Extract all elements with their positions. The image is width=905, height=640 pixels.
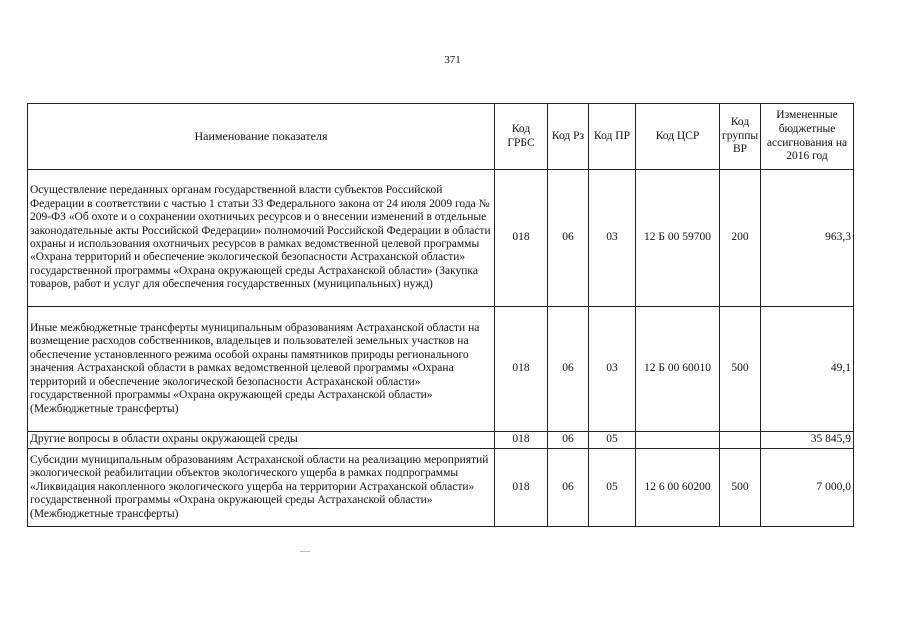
row-csr: 12 Б 00 59700 — [636, 170, 720, 307]
header-amount: Измененные бюджетные ассигнования на 2016 год — [761, 104, 854, 170]
row-vr: 200 — [720, 170, 761, 307]
row-pr: 03 — [589, 307, 636, 432]
row-amount: 35 845,9 — [761, 432, 854, 449]
budget-table — [27, 103, 854, 527]
header-name: Наименование показателя — [28, 104, 495, 170]
row-vr: 500 — [720, 307, 761, 432]
header-vr: Код группы ВР — [720, 104, 761, 170]
page-number: 371 — [444, 54, 461, 66]
row-vr — [720, 432, 761, 449]
row-amount: 963,3 — [761, 170, 854, 307]
scan-artifact-mark — [300, 551, 310, 552]
row-vr: 500 — [720, 449, 761, 527]
row-pr: 03 — [589, 170, 636, 307]
row-grbs: 018 — [495, 432, 548, 449]
table-row — [28, 432, 854, 449]
table-row — [28, 170, 854, 307]
header-csr: Код ЦСР — [636, 104, 720, 170]
row-csr — [636, 432, 720, 449]
row-grbs: 018 — [495, 449, 548, 527]
header-grbs: Код ГРБС — [495, 104, 548, 170]
row-csr: 12 Б 00 60010 — [636, 307, 720, 432]
row-name: Иные межбюджетные трансферты муниципальным образованиям Астраханской области на возмещение расходов собственников, владельцев и пользователей земельных участков на обеспечение установленного режима особой охраны памятников природы регионального значения Астраханской области в рамках ведомственной целевой программы «Охрана территорий и обеспечение экологической безопасности Астраханской области» государственной программы «Охрана окружающей среды Астраханской области» (Межбюджетные трансферты) — [28, 307, 495, 432]
row-rz: 06 — [548, 432, 589, 449]
header-pr: Код ПР — [589, 104, 636, 170]
header-rz: Код Рз — [548, 104, 589, 170]
row-rz: 06 — [548, 170, 589, 307]
row-amount: 49,1 — [761, 307, 854, 432]
table-row — [28, 307, 854, 432]
row-grbs: 018 — [495, 307, 548, 432]
row-pr: 05 — [589, 449, 636, 527]
row-name: Другие вопросы в области охраны окружающей среды — [28, 432, 495, 449]
row-rz: 06 — [548, 449, 589, 527]
row-pr: 05 — [589, 432, 636, 449]
row-csr: 12 6 00 60200 — [636, 449, 720, 527]
row-name: Осуществление переданных органам государственной власти субъектов Российской Федерации в соответствии с частью 1 статьи 33 Федерального закона от 24 июля 2009 года № 209-ФЗ «Об охоте и о сохранении охотничьих ресурсов и о внесении изменений в отдельные законодательные акты Российской Федерации» полномочий Российской Федерации в области охраны и использования охотничьих ресурсов в рамках ведомственной целевой программы «Охрана территорий и обеспечение экологической безопасности Астраханской области» государственной программы «Охрана окружающей среды Астраханской области» (Закупка товаров, работ и услуг для обеспечения государственных (муниципальных) нужд) — [28, 170, 495, 307]
row-grbs: 018 — [495, 170, 548, 307]
row-rz: 06 — [548, 307, 589, 432]
table-header-row — [28, 104, 854, 170]
table-row — [28, 449, 854, 527]
row-name: Субсидии муниципальным образованиям Астраханской области на реализацию мероприятий экологической реабилитации объектов экологического ущерба в рамках подпрограммы «Ликвидация накопленного экологического ущерба на территории Астраханской области» государственной программы «Охрана окружающей среды Астраханской области» (Межбюджетные трансферты) — [28, 449, 495, 527]
row-amount: 7 000,0 — [761, 449, 854, 527]
